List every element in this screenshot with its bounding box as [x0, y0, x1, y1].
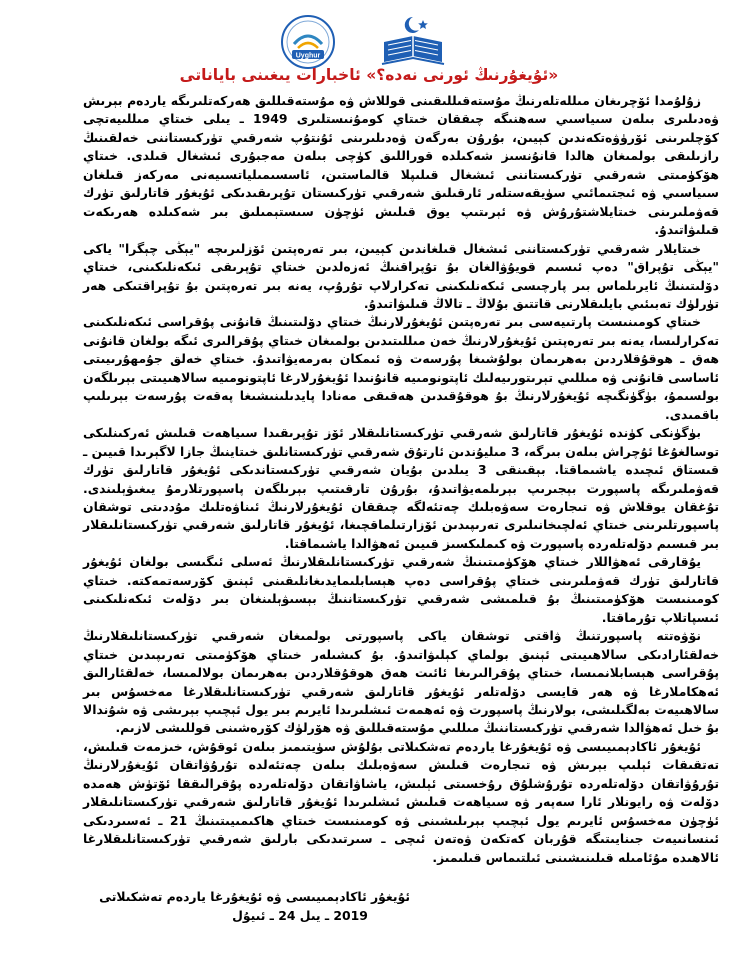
signature-organization: ئۇيغۇر ئاكادېمىيىسى ۋە ئۇيغۇرغا ياردەم تەشكىلاتى [99, 889, 410, 904]
logo-row [270, 14, 460, 68]
document-body [83, 92, 719, 867]
signature-date: 2019 ـ يىل 24 ـ ئىيۇل [232, 908, 368, 923]
book-crescent-logo-icon [378, 14, 448, 68]
paragraph-2: خىتايلار شەرقىي تۈركىستاننى ئىشغال قىلغاندىن كېيىن، بىر تەرەپتىن ئۆزلىرىچە "يېڭى چېگرا" ياكى "يېڭى تۇپراق" دەپ ئىسىم قويۇۋالغان بۇ تۇپراقنىڭ ئەزەلدىن خىتاي تۇپرىقى ئىكەنلىكىنى، خىتاي دۆلىتىنىڭ ئايرىلماس بىر پارچىسى ئىكەنلىكىنى تەكرارلاپ تۇرۇپ، يەنە بىر تەرەپتىن بۇ تۇپراقتىكى ھەر تۈرلۈك تەبىئىي بايلىقلارنى قاتتىق بۇلاڭ ـ تالاڭ قىلىۋاتىدۇ. [83, 240, 719, 311]
paragraph-5: يۇقارقى ئەھۋاللار خىتاي ھۆكۈمىتىنىڭ شەرقىي تۈركىستانلىقلارنىڭ ئەسلى ئىگىسى بولغان ئۇيغۇر قاتارلىق تۈرك قەۋملىرىنى خىتاي پۇقراسى دەپ ھېسابلىمايدىغانلىقىنى ئېنىق كۆرسەتمەكتە. خىتاي كومىنىست ھۆكۈمىتىنىڭ بۇ قىلمىشى شەرقىي تۈركىستاننىڭ بېسىۋېلىنغان بىر دۆلەت ئىكەنلىكىنى ئىسپاتلاپ تۇرماقتا. [83, 554, 719, 625]
paragraph-3: خىتاي كومىنىست پارتىيەسى بىر تەرەپتىن ئۇيغۇرلارنىڭ خىتاي دۆلىتىنىڭ قانۇنى پۇقراسى ئىكەنلىكىنى تەكرارلىسا، يەنە بىر تەرەپتىن ئۇيغۇرلارنىڭ خەن مىللىتىدىن بولمىغان خىتاي پۇقرالىرى ئىگە بولغان قانۇنى ھەق ـ ھوقۇقلاردىن بەھرىمان بولۇشىغا پۇرسەت ۋە ئىمكان بەرمەيۋاتىدۇ. خىتاي خەلق جۇمھۇرىيىتى ئاساسى قانۇنى ۋە مىللىي تېرىتورىيەلىك ئاپتونومىيە قانۇنىدا ئۇيغۇرلارغا ئاپتونومىيە سالاھىيىتى بېرىلگەن بولسىمۇ، بۈگۈنگىچە ئۇيغۇرلارنىڭ بۇ ھوقۇقىدىن ھەقىقى مەنادا پايدىلىنىشىغا پەقەت پۇرسەت بېرىلىپ باقمىدى. [83, 314, 719, 422]
paragraph-6: نۆۋەتتە پاسپورتنىڭ ۋاقتى توشقان ياكى پاسپورتى بولمىغان شەرقىي تۈركىستانلىقلارنىڭ خەلقئارادىكى سالاھىيىتى ئېنىق بولماي كېلىۋاتىدۇ. بۇ كىشىلەر خىتاي ھۆكۈمىتى تەرىپىدىن خىتاي پۇقراسى ھېسابلانمىسا، خىتاي پۇقرالىرىغا ئائىت ھەق ھوقۇقلاردىن بەھرىمان بولالمىسا، خەلقئارالىق ئەھكاملارغا ۋە ھەر قايسى دۆلەتلەر ئۇيغۇر قاتارلىق شەرقىي تۈركىستانلىقلارغا مەخسۇس بىر سالاھىيەت بەلگىلىشى، بولارنىڭ پاسپورت ۋە ئەھمەت ئىشلىرىدا ئايرىم بىر يول ئېچىپ بېرىشى ۋە شۇندالا بۇ خىل ئەھۋالدا شەرقىي تۈركىستاننىڭ مىللىي مۇستەقىللىق ۋە ھۆرلۈك كۆرەشىنى قوللىشى لازىم. [83, 628, 719, 736]
document-title: «ئۇيغۇرنىڭ ئورنى نەدە؟» ئاخبارات يىغىنى باياناتى [179, 66, 559, 84]
logo-wordmark: Uyghur [295, 52, 321, 60]
paragraph-4: بۈگۈنكى كۈندە ئۇيغۇر قاتارلىق شەرقىي تۈركىستانلىقلار ئۆز تۇپرىقىدا سىياھەت قىلىش ئەركىنلىكى توسالغۇغا ئۇچراش بىلەن بىرگە، 3 مىليۇندىن ئارتۇق شەرقىي تۈركىستانلىق خىتاينىڭ جازا لاگېرىدا قىيىن ـ قىستاق ئىچىدە ياشىماقتا. بېقىنقى 3 يىلدىن بۇيان شەرقىي تۈركىستاندىكى ئۇيغۇر قاتارلىق تۈرك قەۋملىرىگە پاسپورت بېجىرىپ بېرىلمەيۋاتىدۇ، بۇرۇن تارقىتىپ بېرىلگەن پاسپورتلارمۇ يىغىۋېلىندى. تۇغقان يوقلاش ۋە تىجارەت سەۋەبلىك چەتئەلگە چىققان ئۇيغۇرلارنىڭ ئىناۋەتلىك مۇددىتى توشقان پاسپورتلىرىنى خىتاي ئەلچىخانىلىرى تەرىپىدىن ئۆزارتىلماقچىغا، ئۇيغۇر قاتارلىق شەرقىي تۈركىستانلىقلار بىر قىسىم دۆلەتلەردە پاسپورت ۋە كىملىكسىز قىيىن ئەھۋالدا ياشىماقتا. [83, 425, 719, 551]
paragraph-1: زۇلۇمدا ئۆچرىغان مىللەتلەرنىڭ مۇستەقىللىقىنى قوللاش ۋە مۇستەقىللىق ھەركەتلىرىگە ياردەم بېرىش ۋەدىلىرى بىلەن سىياسىي سەھنىگە چىققان خىتاي كومۇنىستلىرى 1949 ـ يىلى خىتاي مىللىيەتچى كۆچلىرىنى ئۆرۈۋەتكەندىن كېيىن، بۇرۇن بەرگەن ۋەدىلىرىنى ئۇنتۇپ شەرقىي تۈركىستاننى خەلقىنىڭ رازىلىقى بولمىغان ھالدا قانۇنسىز شەكىلدە قوراللىق كۈچى بىلەن مەجبۇرى ئىشغال قىلدى. خىتاي ھۆكۈمىتى شەرقىي تۈركىستاننى ئىشغال قىلىپلا قالماستىن، ئاسسىمىلياتسىيەنى مەركەز قىلغان سىياسىي ۋە ئىجتىمائىي سۈيقەستلەر ئارقىلىق شەرقىي تۈركىستان تۇپرىقىدىكى ئۇيغۇر قاتارلىق تۈرك قەۋملىرىنى خىتايلاشتۇرۇش ۋە ئېرىتىپ يوق قىلىش ئۈچۈن سىستېمىلىق بىر شەكىلدە ھەرىكەت قىلىۋاتىدۇ. [83, 93, 719, 238]
uyghur-academy-logo-icon [280, 14, 336, 70]
paragraph-7: ئۇيغۇر ئاكادېمىيىسى ۋە ئۇيغۇرغا ياردەم تەشكىلاتى بۇلۇش سۈيتىمىز بىلەن ئوقۇش، خىزمەت قىلىش، تەتقىقات ئېلىپ بېرىش ۋە تىجارەت قىلىش سەۋەبلىك بىلەن چەتئەلدە تۇرۇۋاتقان ئۇيغۇرلارنىڭ تۇرۇۋاتقان دۆلەتلەردە تۇرۇشلۇق رۇخسىتى ئېلىش، ياشاۋاتقان دۆلەتلەردە پۇقرالىققا ئۆتۈش ھەمدە دۆلەت ۋە رايونلار ئارا سەپەر ۋە سىياھەت قىلىش ئىشلىرىدا ئۇيغۇر قاتارلىق شەرقىي تۈركىستانلىقلار ئۈچۈن مەخسۇس ئايرىم يول ئېچىپ بېرىلىشىنى ۋە كومىنىست خىتاي ھاكىمىيىتىنىڭ 21 ـ ئەسىردىكى ئىنسانىيەت جىنايىتىگە قۇربان كەتكەن ۋەتەن ئىچى ـ سىرتىدىكى بارلىق شەرقىي تۈركىستانلىقلارغا ئالاھىدە مۇئامىلە قىلىنىشىنى ئىلتىماس قىلىمىز. [83, 738, 719, 865]
